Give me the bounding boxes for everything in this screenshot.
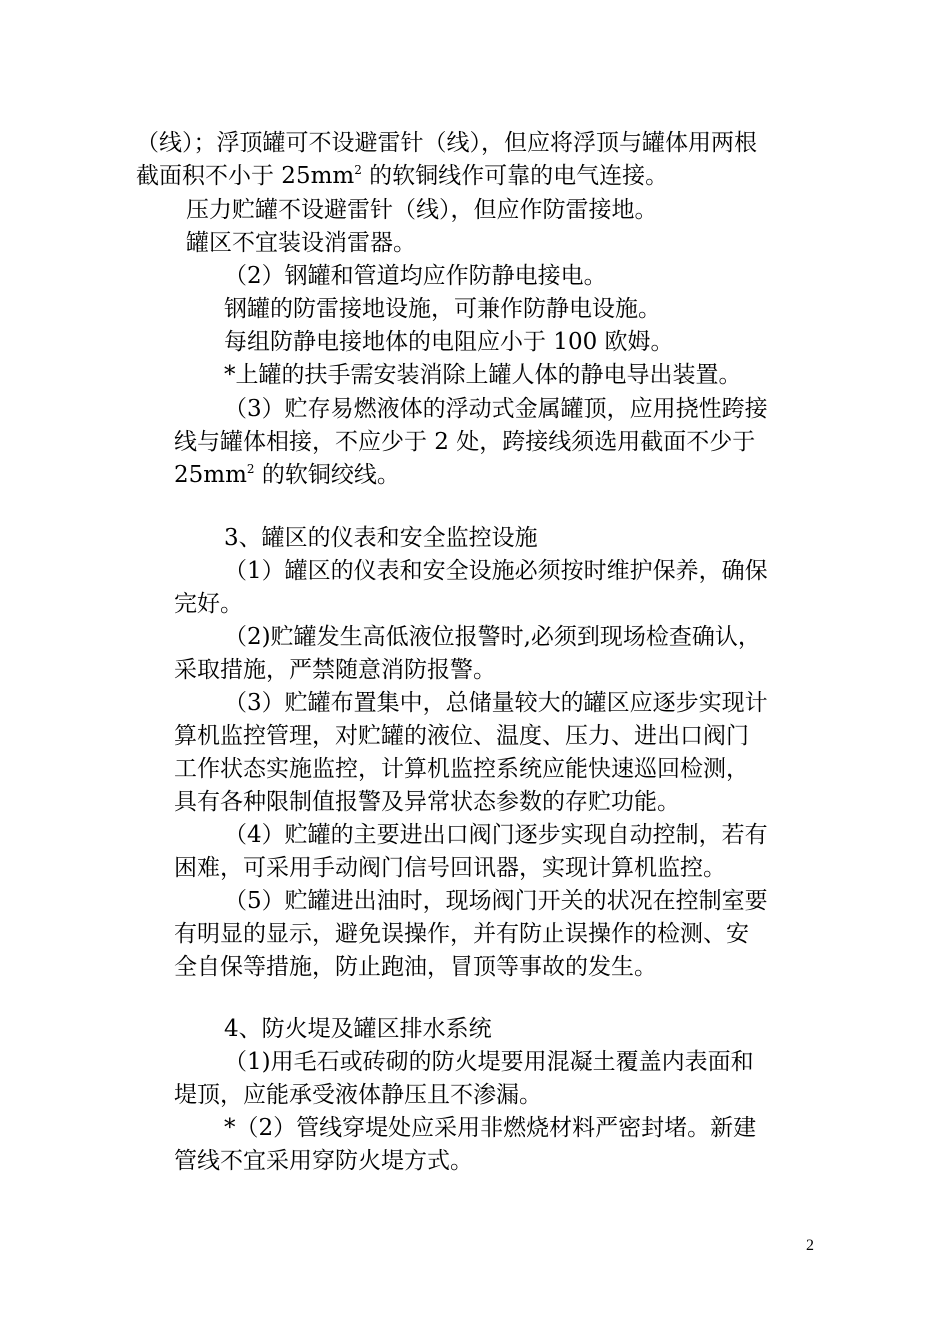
text-line: 算机监控管理，对贮罐的液位、温度、压力、进出口阀门 [174,723,749,749]
text-line: （1）罐区的仪表和安全设施必须按时维护保养，确保 [224,558,768,584]
text-line: *上罐的扶手需安装消除上罐人体的静电导出装置。 [224,362,742,388]
text-line: （5）贮罐进出油时，现场阀门开关的状况在控制室要 [224,888,768,914]
page-number: 2 [806,1237,814,1254]
text-line: 每组防静电接地体的电阻应小于 100 欧姆。 [224,329,674,355]
text-line: 钢罐的防雷接地设施，可兼作防静电设施。 [224,296,661,322]
text-line: 压力贮罐不设避雷针（线），但应作防雷接地。 [186,197,658,223]
section-heading: 4、防火堤及罐区排水系统 [224,1016,492,1042]
text-line: （4）贮罐的主要进出口阀门逐步实现自动控制，若有 [224,822,768,848]
section-heading: 3、罐区的仪表和安全监控设施 [224,525,538,551]
text-line: 堤顶，应能承受液体静压且不渗漏。 [174,1082,542,1108]
text-line: 工作状态实施监控，计算机监控系统应能快速巡回检测， [174,756,749,782]
text-line: （2)贮罐发生高低液位报警时,必须到现场检查确认， [224,624,761,650]
text-line: 罐区不宜装设消雷器。 [186,230,416,256]
text-line: 线与罐体相接，不应少于 2 处，跨接线须选用截面不少于 [174,429,756,455]
text-line: *（2）管线穿堤处应采用非燃烧材料严密封堵。新建 [224,1115,757,1141]
text-line: 有明显的显示，避免误操作，并有防止误操作的检测、安 [174,921,749,947]
text-line: 截面积不小于 $25mm^2$ 的软铜线作可靠的电气连接。 [136,163,669,189]
text-line: 完好。 [174,591,243,617]
text-line: 困难，可采用手动阀门信号回讯器，实现计算机监控。 [174,855,726,881]
text-line: $25mm^2$ 的软铜绞线。 [174,462,400,488]
text-line: 采取措施，严禁随意消防报警。 [174,657,496,683]
text-line: 具有各种限制值报警及异常状态参数的存贮功能。 [174,789,680,815]
text-line: （1)用毛石或砖砌的防火堤要用混凝土覆盖内表面和 [224,1049,754,1075]
text-line: （2）钢罐和管道均应作防静电接电。 [224,263,607,289]
text-line: 全自保等措施，防止跑油，冒顶等事故的发生。 [174,954,657,980]
text-line: 管线不宜采用穿防火堤方式。 [174,1148,473,1174]
text-line: （线）；浮顶罐可不设避雷针（线），但应将浮顶与罐体用两根 [136,130,757,156]
text-line: （3）贮存易燃液体的浮动式金属罐顶，应用挠性跨接 [224,396,768,422]
text-line: （3）贮罐布置集中，总储量较大的罐区应逐步实现计 [224,690,768,716]
